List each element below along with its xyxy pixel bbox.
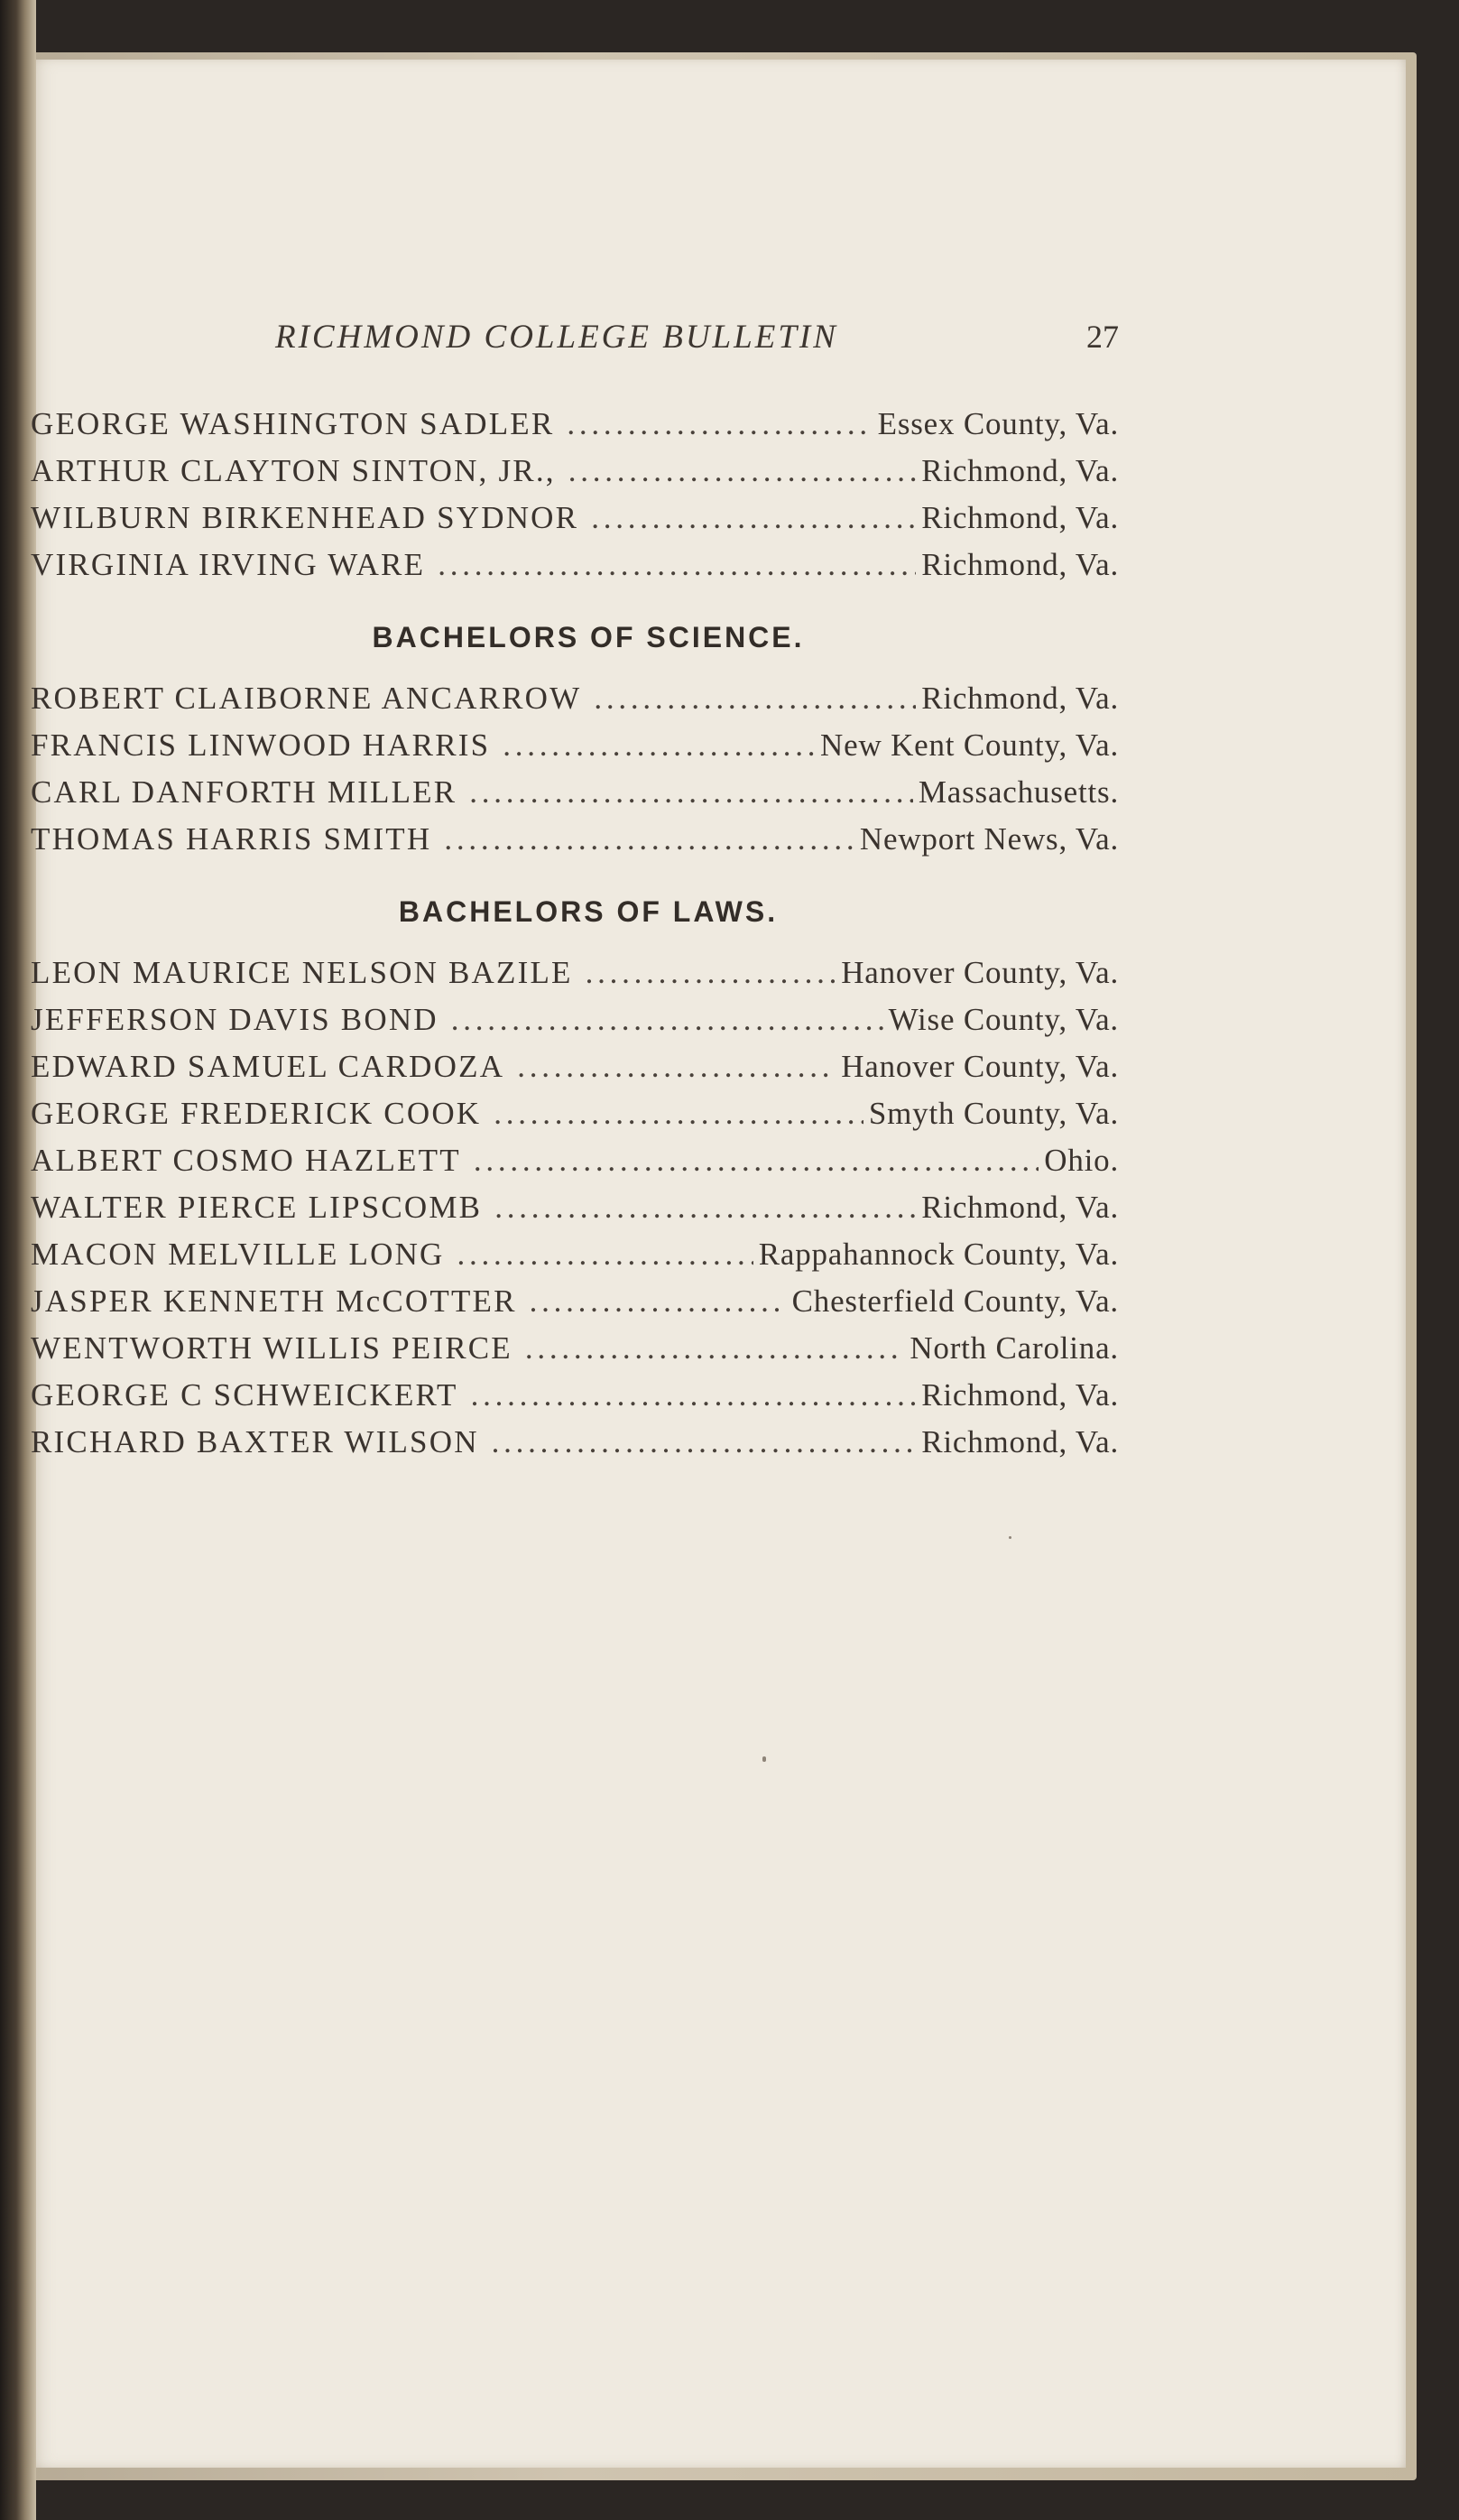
- dot-leader: [457, 1237, 753, 1273]
- dot-leader: [594, 681, 916, 717]
- dot-leader: [494, 1096, 863, 1132]
- degree-group: [31, 594, 1119, 868]
- dot-leader: [591, 500, 916, 536]
- graduate-hometown: Richmond, Va.: [921, 1424, 1119, 1459]
- page-number: 27: [1086, 319, 1119, 355]
- dot-leader: [530, 1283, 787, 1320]
- section-heading: BACHELORS OF SCIENCE.: [372, 621, 805, 653]
- dot-leader: [474, 1143, 1039, 1179]
- graduate-list: [31, 406, 1119, 1471]
- graduate-hometown: Essex County, Va.: [877, 406, 1119, 441]
- graduate-name: THOMAS HARRIS SMITH: [31, 821, 432, 857]
- graduate-hometown: Richmond, Va.: [921, 500, 1119, 535]
- graduate-name: CARL DANFORTH MILLER: [31, 774, 457, 810]
- dot-leader: [503, 727, 815, 764]
- graduate-entry: [31, 681, 1119, 727]
- paper-speck: [1009, 1536, 1011, 1539]
- paper-speck: [762, 1756, 766, 1762]
- graduate-hometown: Ohio.: [1044, 1143, 1119, 1178]
- graduate-entry: [31, 1096, 1119, 1143]
- graduate-entry: [31, 1330, 1119, 1377]
- graduate-hometown: Massachusetts.: [918, 774, 1119, 810]
- graduate-hometown: Rappahannock County, Va.: [758, 1237, 1119, 1272]
- graduate-entry: [31, 955, 1119, 1002]
- graduate-hometown: Richmond, Va.: [921, 1190, 1119, 1225]
- graduate-entry: [31, 500, 1119, 547]
- graduate-entry: [31, 774, 1119, 821]
- graduate-entry: [31, 453, 1119, 500]
- graduate-entry: [31, 406, 1119, 453]
- graduate-hometown: Hanover County, Va.: [841, 955, 1119, 990]
- dot-leader: [525, 1330, 904, 1367]
- dot-leader: [451, 1002, 883, 1038]
- graduate-name: LEON MAURICE NELSON BAZILE: [31, 955, 573, 990]
- graduate-entry: [31, 1002, 1119, 1049]
- degree-group: [31, 868, 1119, 1471]
- graduate-name: VIRGINIA IRVING WARE: [31, 547, 426, 582]
- running-head-title: RICHMOND COLLEGE BULLETIN: [275, 319, 838, 356]
- graduate-name: FRANCIS LINWOOD HARRIS: [31, 727, 491, 763]
- graduate-hometown: Richmond, Va.: [921, 453, 1119, 488]
- dot-leader: [586, 955, 836, 991]
- graduate-entry: [31, 547, 1119, 594]
- dot-leader: [568, 453, 917, 489]
- graduate-entry: [31, 1377, 1119, 1424]
- graduate-name: JEFFERSON DAVIS BOND: [31, 1002, 439, 1037]
- graduate-name: WALTER PIERCE LIPSCOMB: [31, 1190, 483, 1225]
- graduate-entry: [31, 1143, 1119, 1190]
- dot-leader: [438, 547, 916, 583]
- graduate-entry: [31, 1424, 1119, 1471]
- graduate-name: RICHARD BAXTER WILSON: [31, 1424, 479, 1459]
- graduate-name: WENTWORTH WILLIS PEIRCE: [31, 1330, 512, 1366]
- graduate-name: ARTHUR CLAYTON SINTON, JR.,: [31, 453, 556, 488]
- graduate-name: ALBERT COSMO HAZLETT: [31, 1143, 461, 1178]
- dot-leader: [494, 1190, 916, 1226]
- graduate-hometown: Richmond, Va.: [921, 1377, 1119, 1413]
- dot-leader: [471, 1377, 917, 1413]
- graduate-name: GEORGE FREDERICK COOK: [31, 1096, 482, 1131]
- graduate-hometown: Richmond, Va.: [921, 547, 1119, 582]
- graduate-name: GEORGE C SCHWEICKERT: [31, 1377, 458, 1413]
- graduate-hometown: Smyth County, Va.: [868, 1096, 1119, 1131]
- section-heading: BACHELORS OF LAWS.: [398, 895, 779, 928]
- graduate-entry: [31, 727, 1119, 774]
- graduate-hometown: Hanover County, Va.: [841, 1049, 1119, 1084]
- graduate-name: WILBURN BIRKENHEAD SYDNOR: [31, 500, 579, 535]
- graduate-entry: [31, 1049, 1119, 1096]
- dot-leader: [517, 1049, 836, 1085]
- graduate-hometown: Richmond, Va.: [921, 681, 1119, 716]
- graduate-hometown: North Carolina.: [910, 1330, 1119, 1366]
- graduate-hometown: Chesterfield County, Va.: [791, 1283, 1119, 1319]
- graduate-name: GEORGE WASHINGTON SADLER: [31, 406, 555, 441]
- running-head: [27, 318, 1415, 368]
- graduate-name: ROBERT CLAIBORNE ANCARROW: [31, 681, 582, 716]
- graduate-entry: [31, 1237, 1119, 1283]
- graduate-hometown: Newport News, Va.: [859, 821, 1119, 857]
- dot-leader: [444, 821, 854, 857]
- graduate-name: JASPER KENNETH McCOTTER: [31, 1283, 517, 1319]
- dot-leader: [492, 1424, 917, 1460]
- graduate-entry: [31, 1283, 1119, 1330]
- graduate-hometown: New Kent County, Va.: [820, 727, 1119, 763]
- graduate-name: EDWARD SAMUEL CARDOZA: [31, 1049, 505, 1084]
- dot-leader: [567, 406, 872, 442]
- graduate-entry: [31, 1190, 1119, 1237]
- dot-leader: [469, 774, 913, 811]
- graduate-entry: [31, 821, 1119, 868]
- degree-group: [31, 406, 1119, 594]
- graduate-hometown: Wise County, Va.: [888, 1002, 1119, 1037]
- graduate-name: MACON MELVILLE LONG: [31, 1237, 445, 1272]
